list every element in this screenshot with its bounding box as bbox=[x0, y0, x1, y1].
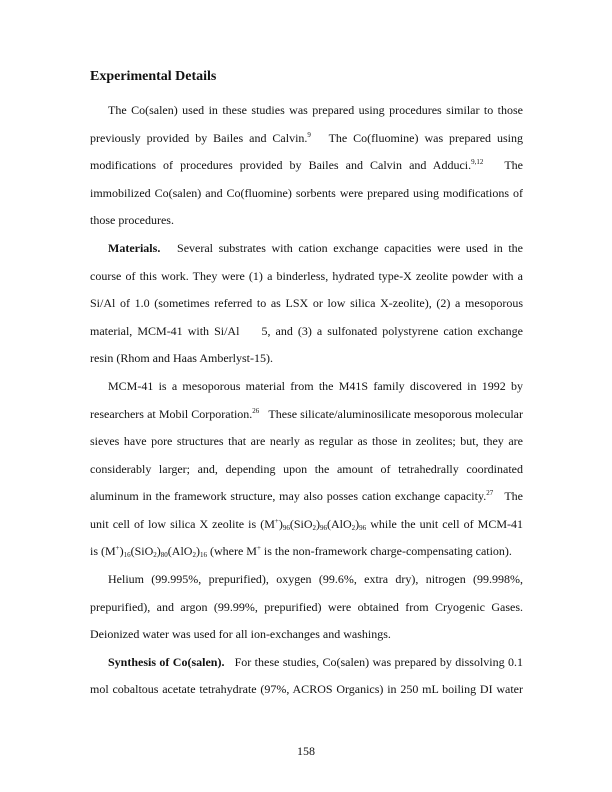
paragraph-1-line-2: previously provided by Bailes and Calvin.$^9$ The Co(fluomine) was prepared using bbox=[90, 131, 523, 145]
paragraph-3-line-2: researchers at Mobil Corporation.$^{26}$ These silicate/aluminosilicate mesoporous molecular bbox=[90, 407, 523, 421]
paragraph-4-line-3: Deionized water was used for all ion-exchanges and washings. bbox=[90, 627, 391, 641]
paragraph-2-line-5: resin (Rhom and Haas Amberlyst-15). bbox=[90, 351, 273, 365]
section-heading: Experimental Details bbox=[90, 69, 217, 84]
paragraph-2-line-4: material, MCM-41 with Si/Al 5, and (3) a sulfonated polystyrene cation exchange bbox=[90, 324, 523, 338]
run-in-heading: Synthesis of Co(salen). bbox=[108, 655, 225, 669]
paragraph-1-line-5: those procedures. bbox=[90, 213, 174, 227]
paragraph-5-line-1: Synthesis of Co(salen). For these studies, Co(salen) was prepared by dissolving 0.1 bbox=[108, 655, 523, 669]
paragraph-5-line-2: mol cobaltous acetate tetrahydrate (97%, ACROS Organics) in 250 mL boiling DI water bbox=[90, 682, 523, 696]
paragraph-4-line-1: Helium (99.995%, prepurified), oxygen (99.6%, extra dry), nitrogen (99.998%, bbox=[108, 572, 523, 586]
paragraph-1-line-1: The Co(salen) used in these studies was prepared using procedures similar to those bbox=[108, 103, 523, 117]
citation-ref: 27 bbox=[486, 489, 494, 497]
paragraph-1-line-3: modifications of procedures provided by Bailes and Calvin and Adduci.$^{9,12}$ The bbox=[90, 158, 523, 172]
paragraph-1-line-4: immobilized Co(salen) and Co(fluomine) sorbents were prepared using modifications of bbox=[90, 186, 523, 200]
paragraph-3-line-6: unit cell of low silica X zeolite is $(M^+)_{96}(SiO_2)_{96}(AlO_2)_{96}$ while the unit cell of MCM-41 bbox=[90, 517, 523, 532]
paragraph-3-line-5: aluminum in the framework structure, may also posses cation exchange capacity.$^{27}$ The bbox=[90, 489, 523, 503]
paragraph-2-line-2: course of this work. They were (1) a binderless, hydrated type-X zeolite powder with a bbox=[90, 269, 523, 283]
paragraph-3-line-4: considerably larger; and, depending upon the amount of tetrahedrally coordinated bbox=[90, 462, 523, 476]
paragraph-2-line-1: Materials. Several substrates with cation exchange capacities were used in the bbox=[108, 241, 523, 255]
page-number: 158 bbox=[297, 744, 315, 758]
paragraph-4-line-2: prepurified), and argon (99.99%, prepurified) were obtained from Cryogenic Gases. bbox=[90, 600, 523, 614]
paragraph-3-line-1: MCM-41 is a mesoporous material from the M41S family discovered in 1992 by bbox=[108, 379, 523, 393]
paragraph-3-line-3: sieves have pore structures that are nearly as regular as those in zeolites; but, they are bbox=[90, 434, 523, 448]
citation-ref: 26 bbox=[252, 407, 260, 415]
paragraph-2-line-3: Si/Al of 1.0 (sometimes referred to as LSX or low silica X-zeolite), (2) a mesoporous bbox=[90, 296, 523, 310]
paragraph-3-line-7: is $(M^+)_{16}(SiO_2)_{80}(AlO_2)_{16}$ (where M+ is the non-framework charge-compensating cation). bbox=[90, 544, 512, 559]
run-in-heading: Materials. bbox=[108, 241, 161, 255]
citation-ref: 9 bbox=[307, 131, 311, 139]
citation-ref: 9,12 bbox=[471, 158, 484, 166]
